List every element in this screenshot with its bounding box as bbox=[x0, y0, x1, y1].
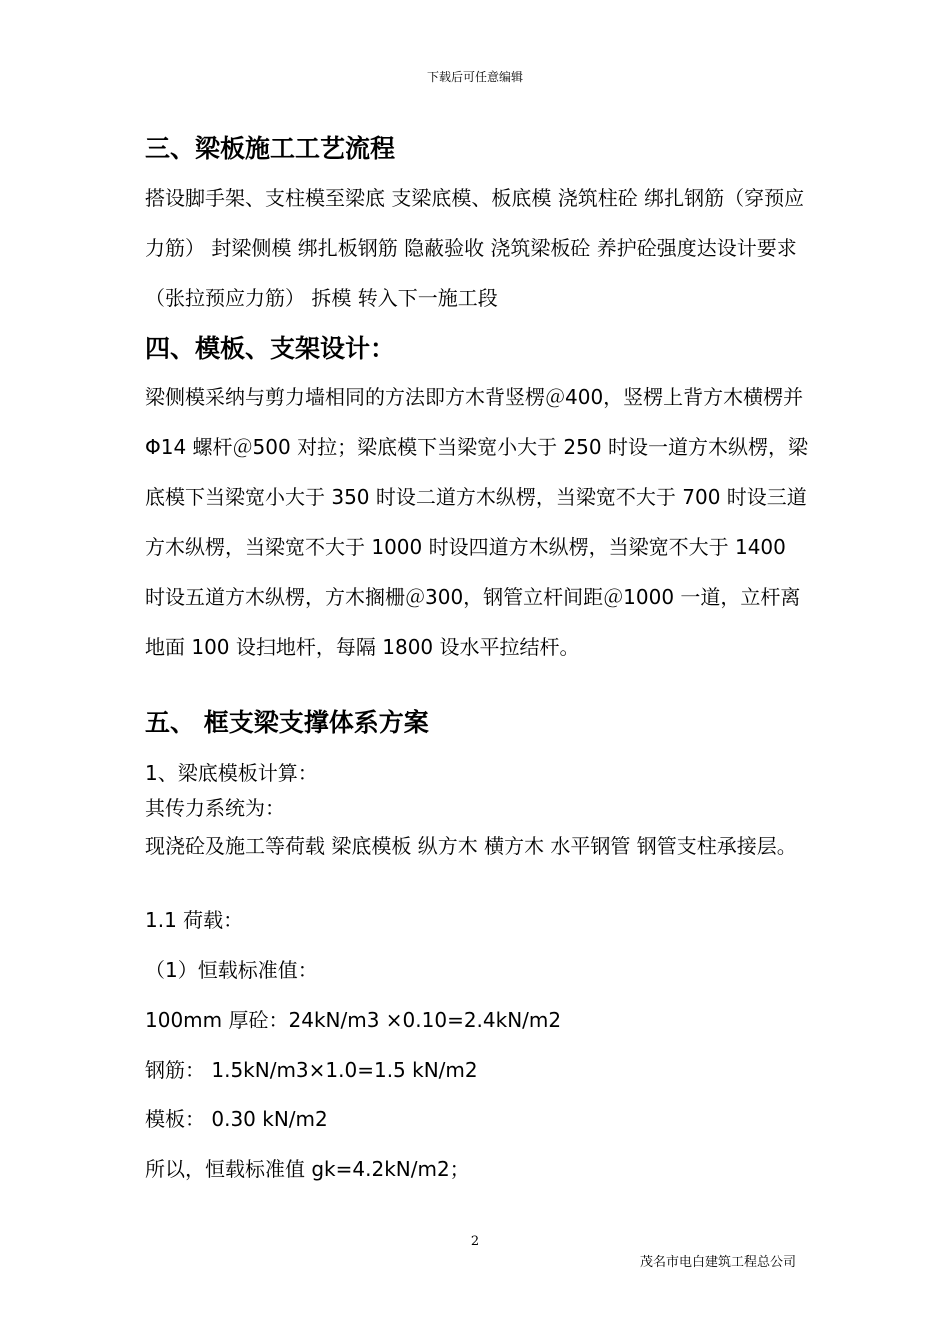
page-number: 2 bbox=[470, 1234, 480, 1249]
dead-load-formwork: 模板： 0.30 kN/m2 bbox=[145, 1107, 328, 1131]
dead-load-rebar: 钢筋： 1.5kN/m3×1.0=1.5 kN/m2 bbox=[145, 1058, 478, 1082]
section-4-heading: 四、模板、支架设计： bbox=[145, 334, 396, 363]
load-transfer-intro: 其传力系统为： bbox=[145, 796, 285, 820]
load-title: 1.1 荷载： bbox=[145, 908, 244, 932]
dead-load-concrete: 100mm 厚砼：24kN/m3 ×0.10=2.4kN/m2 bbox=[145, 1008, 562, 1032]
company-footer: 茂名市电白建筑工程总公司 bbox=[640, 1255, 797, 1270]
beam-bottom-formwork-calc: 1、梁底模板计算： bbox=[145, 761, 318, 785]
dead-load-title: （1）恒载标准值： bbox=[145, 958, 318, 982]
page-header: 下载后可任意编辑 bbox=[426, 70, 523, 84]
dead-load-total: 所以，恒载标准值 gk=4.2kN/m2； bbox=[145, 1157, 470, 1181]
section-3-heading: 三、梁板施工工艺流程 bbox=[145, 134, 396, 163]
section-3-body: 搭设脚手架、支柱模至梁底 支梁底模、板底模 浇筑柱砼 绑扎钢筋（穿预应力筋） 封梁侧模 绑扎板钢筋 隐蔽验收 浇筑梁板砼 养护砼强度达设计要求 （张拉预应力筋） 拆模 转入下一施工段 bbox=[145, 186, 805, 310]
section-5-heading: 五、 框支梁支撑体系方案 bbox=[145, 708, 429, 737]
load-transfer-body: 现浇砼及施工等荷载 梁底模板 纵方木 横方木 水平钢管 钢管支柱承接层。 bbox=[145, 834, 797, 858]
section-4-body: 梁侧模采纳与剪力墙相同的方法即方木背竖楞＠400，竖楞上背方木横楞并Φ14 螺杆＠500 对拉；梁底模下当梁宽小大于 250 时设一道方木纵楞，梁底模下当梁宽小大于 350 时设二道方木纵楞，当梁宽不大于 700 时设三道方木纵楞，当梁宽不大于 1000 时设四道方木纵楞，当梁宽不大于 1400 时设五道方木纵楞，方木搁栅＠300，钢管立杆间距＠1000 一道，立杆离地面 100 设扫地杆，每隔 1800 设水平拉结杆。 bbox=[145, 385, 808, 659]
